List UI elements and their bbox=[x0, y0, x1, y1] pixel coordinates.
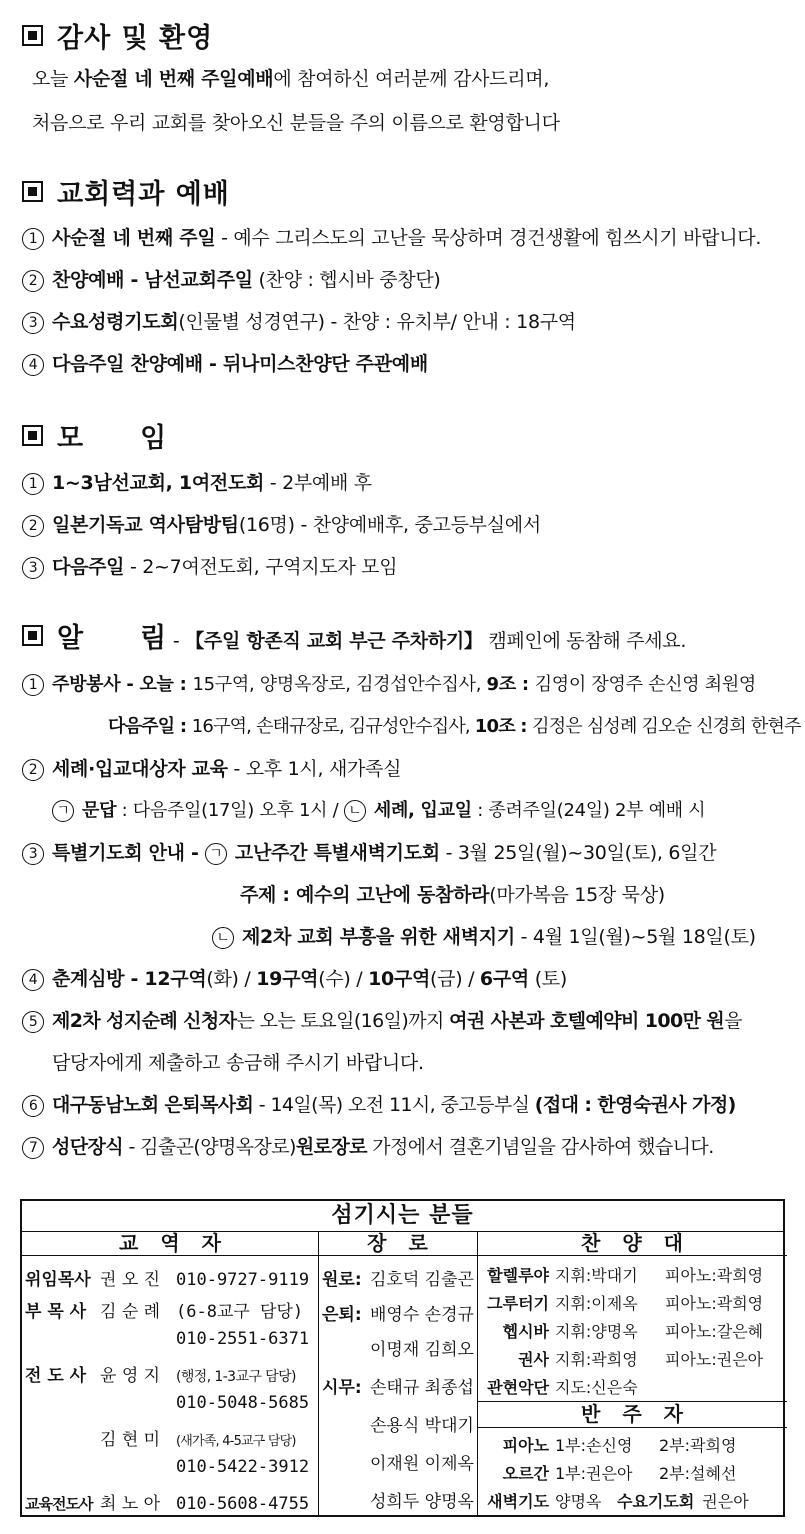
list-item: 010-2551-6371 bbox=[176, 1329, 310, 1349]
calendar-item-4: 4 다음주일 찬양예배 - 뒤나미스찬양단 주관예배 bbox=[22, 349, 428, 376]
notice-item-3: 3 특별기도회 안내 - ㄱ 고난주간 특별새벽기도회 - 3월 25일(월)~30일(토), 6일간 bbox=[22, 838, 716, 865]
notice-item-6: 6 대구동남노회 은퇴목사회 - 14일(목) 오전 11시, 중고등부실 (접대 : 한영숙권사 가정) bbox=[22, 1090, 736, 1117]
list-item: 헵시바 지휘:양명옥 피아노:갈은혜 bbox=[502, 1322, 764, 1341]
calendar-item-2: 2 찬양예배 - 남선교회주일 (찬양 : 헵시바 중창단) bbox=[22, 265, 440, 292]
list-item: 새벽기도 양명옥 수요기도회 권은아 bbox=[487, 1492, 749, 1511]
notice-item-1: 1 주방봉사 - 오늘 : 15구역, 양명옥장로, 김경섭안수집사, 9조 : 김영이 장영주 손신영 최원영 bbox=[22, 670, 756, 696]
table-title: 섬기시는 분들 bbox=[22, 1201, 783, 1232]
list-item: 할렐루야 지휘:박대기 피아노:곽희영 bbox=[487, 1266, 764, 1285]
square-bullet-icon bbox=[22, 425, 43, 446]
list-item: 오르간 1부:권은아 2부:설혜선 bbox=[502, 1464, 737, 1483]
list-item: 피아노 1부:손신영 2부:곽희영 bbox=[502, 1436, 737, 1455]
list-item: 은퇴: 배영수 손경규 bbox=[322, 1305, 474, 1325]
notice-item-7: 7 성단장식 - 김출곤(양명옥장로)원로장로 가정에서 결혼기념일을 감사하여 했습니다. bbox=[22, 1132, 714, 1159]
list-item: 김 현 미 (새가족, 4-5교구 담당) bbox=[100, 1430, 296, 1450]
col-head-accompanists: 반주자 bbox=[581, 1402, 705, 1426]
col-head-elders: 장로 bbox=[367, 1231, 450, 1255]
list-item: 위임목사 권 오 진 010-9727-9119 bbox=[25, 1270, 310, 1290]
notice-item-4: 4 춘계심방 - 12구역(화) / 19구역(수) / 10구역(금) / 6구역 (토) bbox=[22, 964, 567, 991]
notice-item-3-theme: 주제 : 예수의 고난에 동참하라(마가복음 15장 묵상) bbox=[240, 884, 665, 906]
list-item: 관현악단 지도:신은숙 bbox=[487, 1378, 638, 1397]
square-bullet-icon bbox=[22, 625, 43, 646]
list-item: 손용식 박대기 bbox=[370, 1416, 474, 1436]
notice-item-3-sub: ㄴ 제2차 교회 부흥을 위한 새벽지기 - 4월 1일(월)~5월 18일(토) bbox=[212, 922, 756, 949]
notice-item-5: 5 제2차 성지순례 신청자는 오는 토요일(16일)까지 여권 사본과 호텔예약비 100만 원을 bbox=[22, 1006, 742, 1033]
list-item: 전 도 사 윤 영 지 (행정, 1-3교구 담당) bbox=[25, 1366, 296, 1386]
list-item: 010-5422-3912 bbox=[176, 1457, 310, 1477]
notice-item-5-cont: 담당자에게 제출하고 송금해 주시기 바랍니다. bbox=[52, 1052, 424, 1074]
section-title-notices: 알 림 - 【주일 항존직 교회 부근 주차하기】 캠페인에 동참해 주세요. bbox=[22, 616, 686, 655]
thanks-line-1: 오늘 사순절 네 번째 주일예배에 참여하신 여러분께 감사드리며, bbox=[32, 68, 550, 90]
list-item: 부 목 사 김 순 례 (6-8교구 담당) bbox=[25, 1302, 304, 1322]
list-item: 010-5048-5685 bbox=[176, 1393, 310, 1413]
list-item: 이재원 이제옥 bbox=[370, 1454, 474, 1474]
list-item: 성희두 양명옥 bbox=[370, 1492, 474, 1512]
list-item: 시무: 손태규 최종섭 bbox=[322, 1378, 474, 1398]
notice-item-2-sub: ㄱ 문답 : 다음주일(17일) 오후 1시 / ㄴ 세례, 입교일 : 종려주일(24일) 2부 예배 시 bbox=[52, 796, 705, 822]
thanks-line-2: 처음으로 우리 교회를 찾아오신 분들을 주의 이름으로 환영합니다 bbox=[32, 112, 560, 134]
calendar-item-3: 3 수요성령기도회(인물별 성경연구) - 찬양 : 유치부/ 안내 : 18구역 bbox=[22, 307, 576, 334]
meeting-item-2: 2 일본기독교 역사탐방팀(16명) - 찬양예배후, 중고등부실에서 bbox=[22, 510, 541, 537]
section-title-thanks: 감사 및 환영 bbox=[22, 16, 213, 55]
serving-staff-table bbox=[20, 1199, 785, 1517]
notice-item-2: 2 세례·입교대상자 교육 - 오후 1시, 새가족실 bbox=[22, 754, 401, 781]
list-item: 그루터기 지휘:이제옥 피아노:곽희영 bbox=[487, 1294, 764, 1313]
calendar-item-1: 1 사순절 네 번째 주일 - 예수 그리스도의 고난을 묵상하며 경건생활에 힘쓰시기 바랍니다. bbox=[22, 223, 761, 250]
list-item: 권사 지휘:곽희영 피아노:권은아 bbox=[518, 1350, 764, 1369]
square-bullet-icon bbox=[22, 181, 43, 202]
meeting-item-1: 1 1~3남선교회, 1여전도회 - 2부예배 후 bbox=[22, 468, 372, 495]
section-title-meetings: 모 임 bbox=[22, 416, 167, 455]
section-title-calendar: 교회력과 예배 bbox=[22, 172, 230, 211]
notice-item-1-next: 다음주일 : 16구역, 손태규장로, 김규성안수집사, 10조 : 김정은 심성례 김오순 신경희 한현주 bbox=[108, 716, 801, 737]
col-head-choir: 찬양대 bbox=[581, 1231, 705, 1255]
list-item: 이명재 김희오 bbox=[370, 1340, 474, 1360]
meeting-item-3: 3 다음주일 - 2~7여전도회, 구역지도자 모임 bbox=[22, 552, 397, 579]
list-item: 원로: 김호덕 김출곤 bbox=[322, 1270, 474, 1290]
col-head-clergy: 교역자 bbox=[119, 1231, 243, 1255]
square-bullet-icon bbox=[22, 25, 43, 46]
list-item: 교육전도사 최 노 아 010-5608-4755 bbox=[25, 1494, 310, 1514]
